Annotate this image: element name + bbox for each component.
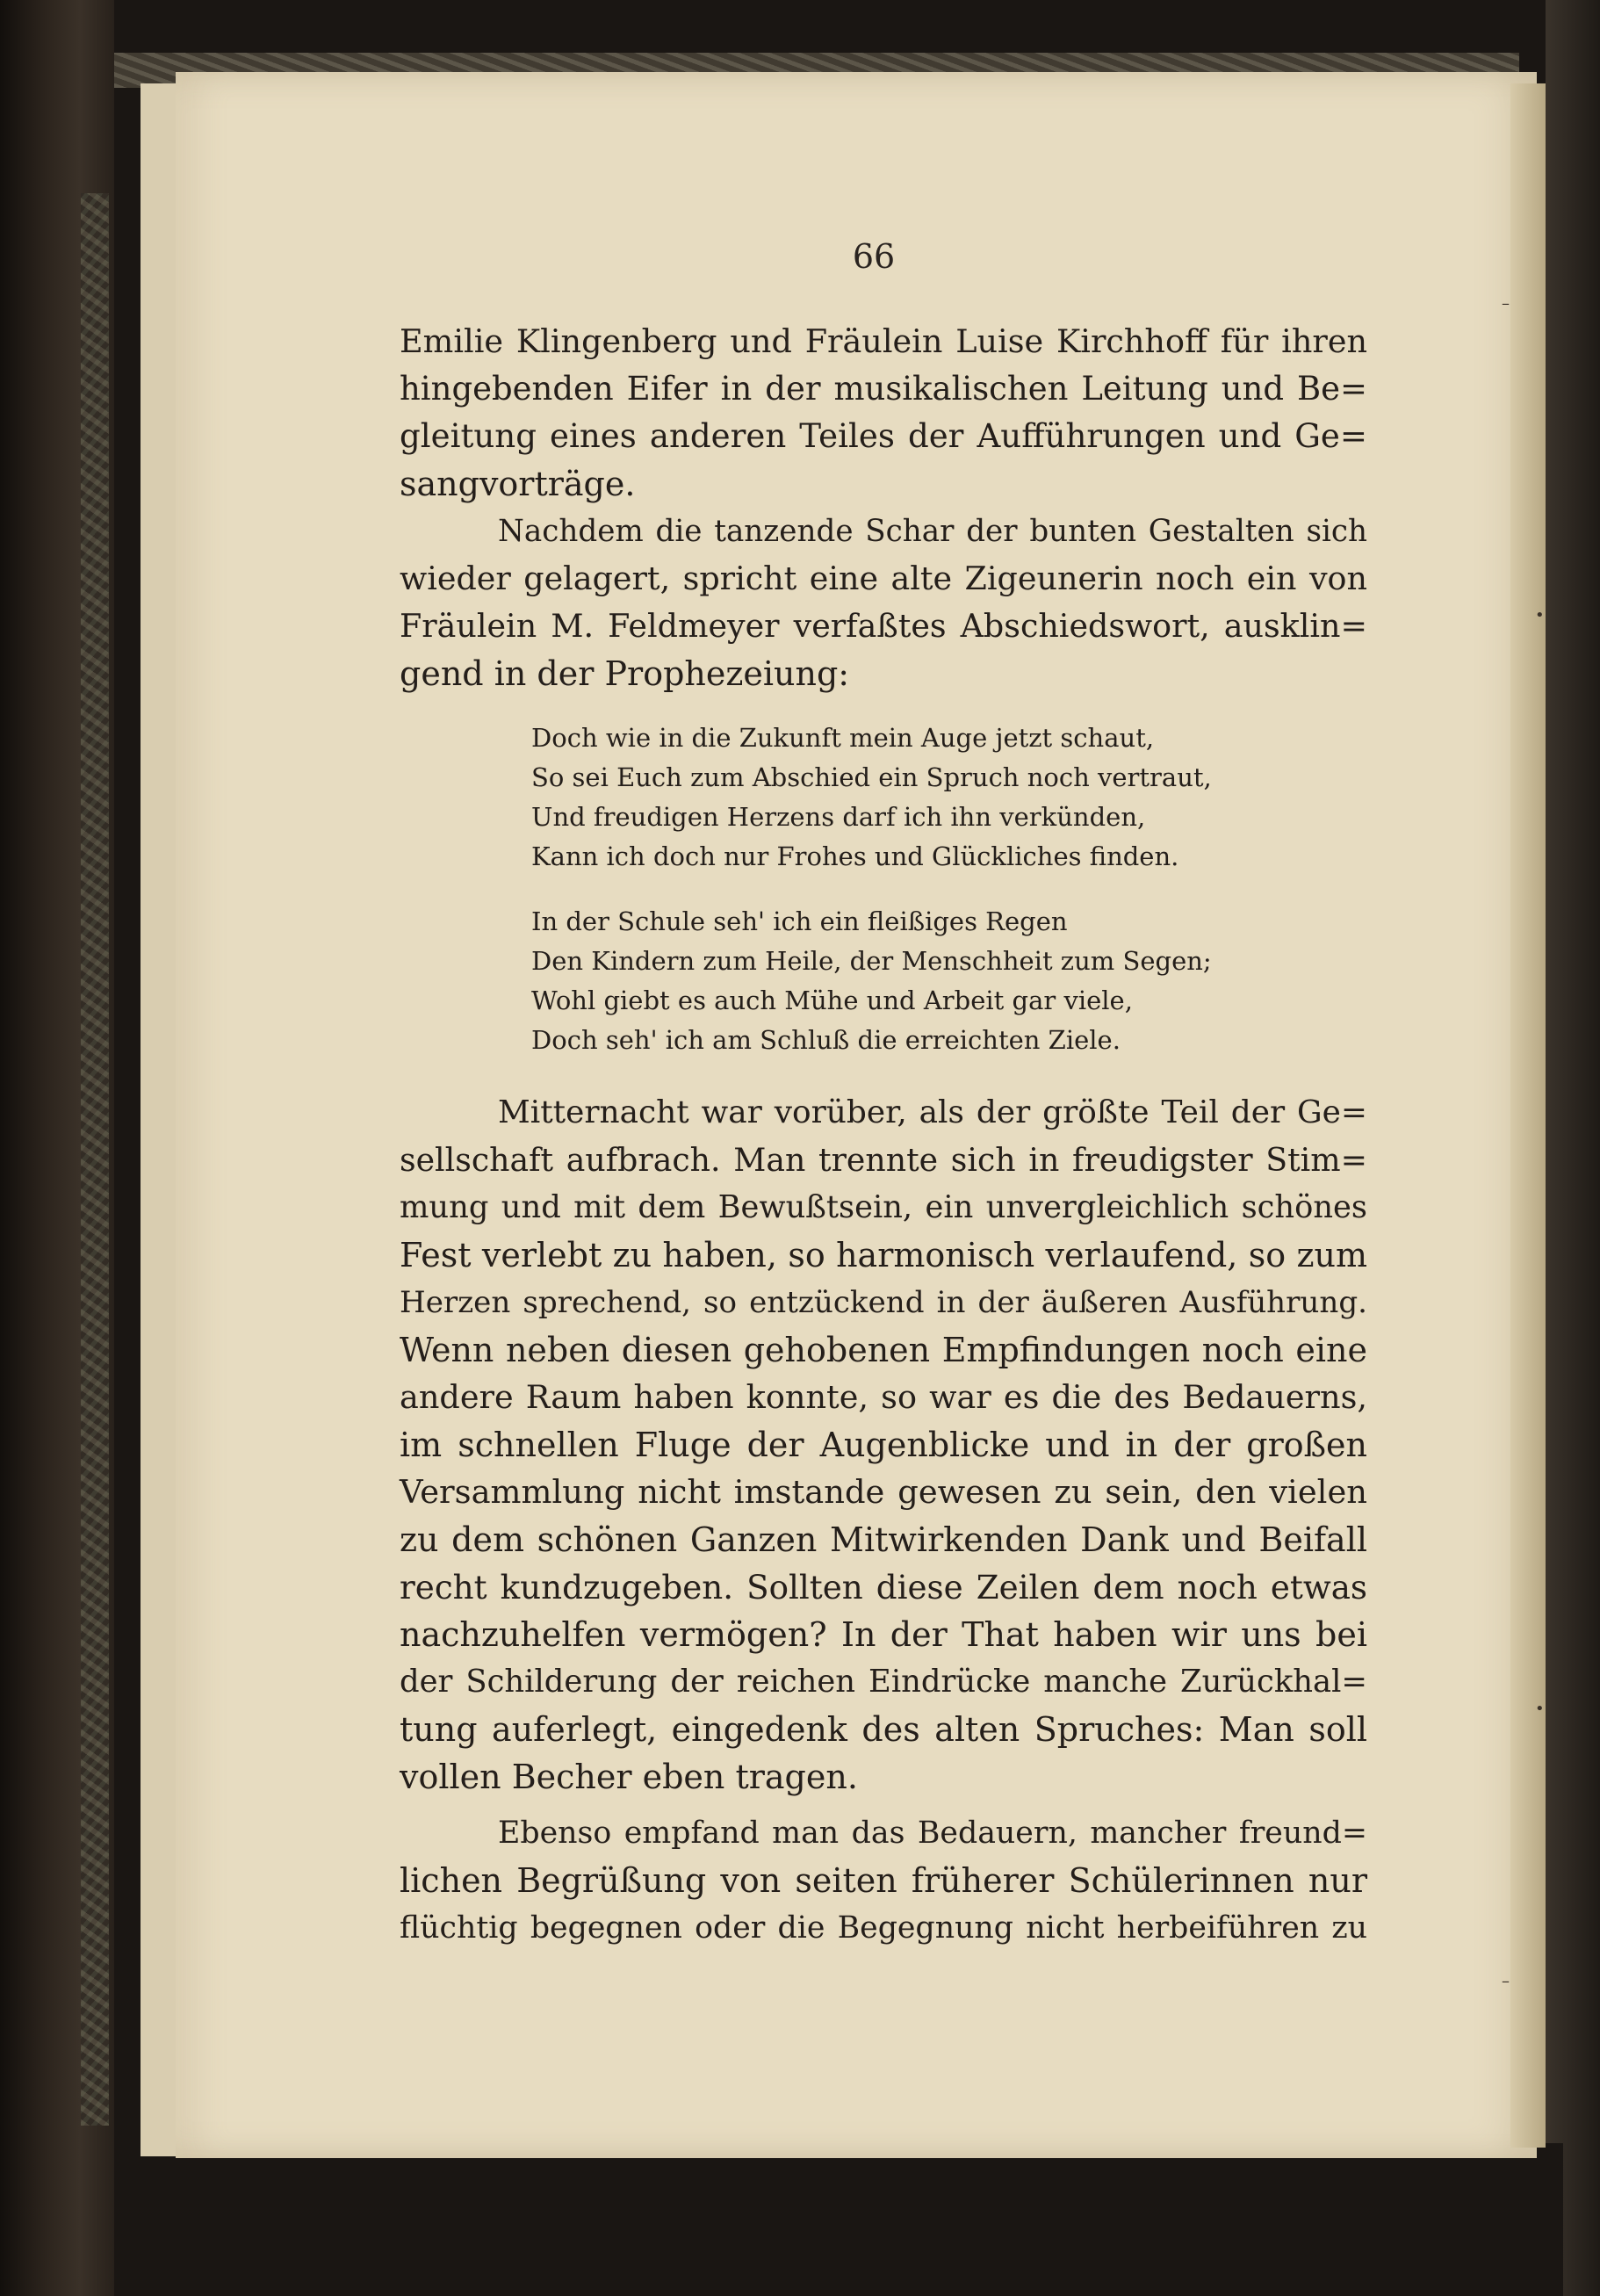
text-line: im schnellen Fluge der Augenblicke und in der großen [400,1426,1367,1464]
marbled-cover-edge [81,193,109,2126]
text-line: flüchtig begegnen oder die Begegnung nicht herbeiführen zu [400,1910,1367,1946]
text-line: hingebenden Eifer in der musikalischen Leitung und Be= [400,370,1367,408]
cover-right-edge [1546,0,1600,2296]
page-fold-shadow [1510,83,1546,2148]
text-line: sellschaft aufbrach. Man trennte sich in freudigster Stim= [400,1141,1367,1179]
margin-mark: • [1535,1700,1545,1718]
text-line: sangvorträge. [400,465,636,503]
poem-line: So sei Euch zum Abschied ein Spruch noch vertraut, [531,762,1212,792]
text-line: Nachdem die tanzende Schar der bunten Gestalten sich [498,514,1367,549]
poem-line: In der Schule seh' ich ein fleißiges Regen [531,906,1068,936]
text-line: Emilie Klingenberg und Fräulein Luise Kirchhoff für ihren [400,322,1367,360]
text-line: zu dem schönen Ganzen Mitwirkenden Dank und Beifall [400,1520,1367,1559]
poem-line: Wohl giebt es auch Mühe und Arbeit gar viele, [531,986,1133,1015]
poem-line: Doch wie in die Zukunft mein Auge jetzt schaut, [531,723,1155,753]
text-line: nachzuhelfen vermögen? In der That haben wir uns bei [400,1615,1367,1654]
text-line: Mitternacht war vorüber, als der größte Teil der Ge= [498,1094,1367,1130]
cover-bottom-edge [114,2143,1563,2296]
poem-line: Doch seh' ich am Schluß die erreichten Ziele. [531,1025,1121,1055]
poem-line: Den Kindern zum Heile, der Menschheit zum Segen; [531,946,1212,976]
page-number: 66 [852,237,896,276]
text-line: andere Raum haben konnte, so war es die des Bedauerns, [400,1378,1367,1416]
text-line: der Schilderung der reichen Eindrücke manche Zurückhal= [400,1664,1367,1700]
text-line: Versammlung nicht imstande gewesen zu sein, den vielen [400,1473,1367,1511]
text-line: Fest verlebt zu haben, so harmonisch verlaufend, so zum [400,1236,1367,1274]
text-line: tung auferlegt, eingedenk des alten Spruches: Man soll [400,1710,1367,1749]
poem-line: Kann ich doch nur Frohes und Glückliches finden. [531,841,1179,871]
text-line: Fräulein M. Feldmeyer verfaßtes Abschiedswort, ausklin= [400,607,1367,645]
text-line: vollen Becher eben tragen. [400,1758,858,1796]
poem-line: Und freudigen Herzens darf ich ihn verkünden, [531,802,1146,832]
margin-mark: – [1502,1972,1510,1990]
margin-mark: – [1502,294,1510,313]
text-line: recht kundzugeben. Sollten diese Zeilen dem noch etwas [400,1568,1367,1606]
text-line: wieder gelagert, spricht eine alte Zigeunerin noch ein von [400,560,1367,597]
text-line: gend in der Prophezeiung: [400,654,850,693]
text-line: Wenn neben diesen gehobenen Empfindungen noch eine [400,1331,1367,1369]
text-line: Herzen sprechend, so entzückend in der äußeren Ausführung. [400,1285,1367,1320]
margin-mark: • [1535,606,1545,625]
text-line: Ebenso empfand man das Bedauern, mancher freund= [498,1816,1367,1851]
text-line: gleitung eines anderen Teiles der Aufführungen und Ge= [400,417,1367,455]
text-line: lichen Begrüßung von seiten früherer Schülerinnen nur [400,1861,1367,1900]
text-line: mung und mit dem Bewußtsein, ein unvergleichlich schönes [400,1189,1367,1225]
